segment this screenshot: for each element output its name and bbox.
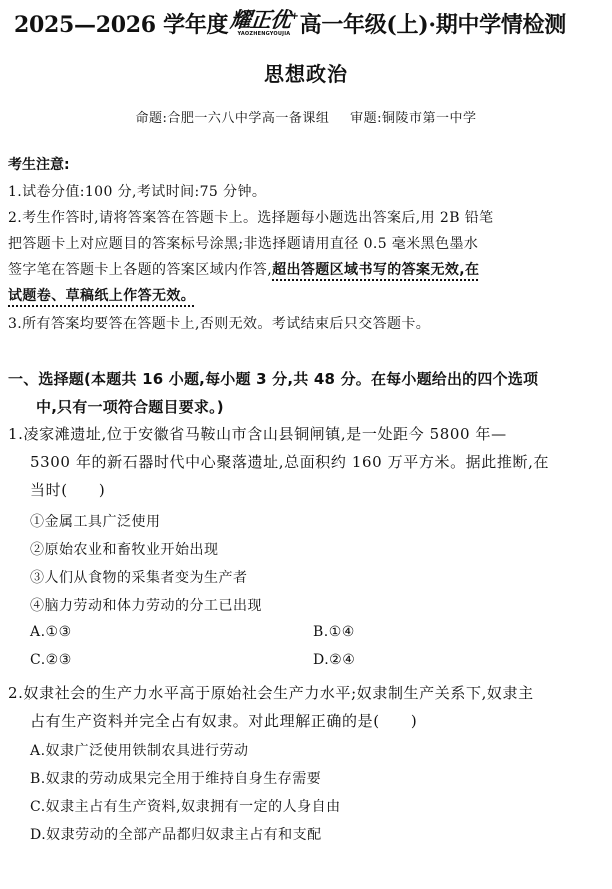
q2-option-c: C.奴隶主占有生产资料,奴隶拥有一定的人身自由 <box>30 799 341 815</box>
section-heading-line-2: 中,只有一项符合题目要求。) <box>36 398 224 416</box>
title-prefix: 2025—2026 学年度 <box>14 11 229 38</box>
notice-line-4: 签字笔在答题卡上各题的答案区域内作答,超出答题区域书写的答案无效,在 <box>8 262 480 278</box>
q1-item-2: ②原始农业和畜牧业开始出现 <box>30 542 219 558</box>
q1-option-d: D.②④ <box>313 652 356 668</box>
q2-option-b: B.奴隶的劳动成果完全用于维持自身生存需要 <box>30 771 322 787</box>
author-text: 命题:合肥一六八中学高一备课组 <box>135 111 330 126</box>
q2-stem-line-1: 2.奴隶社会的生产力水平高于原始社会生产力水平;奴隶制生产关系下,奴隶主 <box>8 684 534 702</box>
q1-stem-line-2: 5300 年的新石器时代中心聚落遗址,总面积约 160 万平方米。据此推断,在 <box>30 453 550 471</box>
reviewer-text: 审题:铜陵市第一中学 <box>350 111 477 126</box>
q1-item-3: ③人们从食物的采集者变为生产者 <box>30 570 248 586</box>
q2-option-d: D.奴隶劳动的全部产品都归奴隶主占有和支配 <box>30 827 322 843</box>
notice-line-3: 把答题卡上对应题目的答案标号涂黑;非选择题请用直径 0.5 毫米黑色墨水 <box>8 236 479 252</box>
q1-option-b: B.①④ <box>313 624 355 640</box>
notice-line-1: 1.试卷分值:100 分,考试时间:75 分钟。 <box>8 184 267 200</box>
q1-option-a: A.①③ <box>30 624 72 640</box>
q2-option-a: A.奴隶广泛使用铁制农具进行劳动 <box>30 743 249 759</box>
q1-item-1: ①金属工具广泛使用 <box>30 514 161 530</box>
notice-emphasis-2: 试题卷、草稿纸上作答无效。 <box>8 288 196 304</box>
q1-stem-line-3: 当时( ) <box>30 481 106 499</box>
q1-stem-line-1: 1.凌家滩遗址,位于安徽省马鞍山市含山县铜闸镇,是一处距今 5800 年— <box>8 425 507 443</box>
brand-logo: 耀正优+ YAOZHENGYOUJIA <box>229 7 299 37</box>
q2-stem-line-2: 占有生产资料并完全占有奴隶。对此理解正确的是( ) <box>30 712 418 730</box>
title-suffix: 高一年级(上)·期中学情检测 <box>299 11 566 38</box>
section-heading-line-1: 一、选择题(本题共 16 小题,每小题 3 分,共 48 分。在每小题给出的四个选项 <box>8 370 539 388</box>
notice-emphasis-1: 超出答题区域书写的答案无效,在 <box>272 262 480 278</box>
exam-title <box>14 6 604 40</box>
notice-line-6: 3.所有答案均要答在答题卡上,否则无效。考试结束后只交答题卡。 <box>8 316 431 332</box>
q1-item-4: ④脑力劳动和体力劳动的分工已出现 <box>30 598 262 614</box>
subject-title: 思想政治 <box>264 62 348 86</box>
author-line <box>0 107 612 126</box>
q1-option-c: C.②③ <box>30 652 72 668</box>
notice-heading: 考生注意: <box>8 157 70 173</box>
notice-line-2: 2.考生作答时,请将答案答在答题卡上。选择题每小题选出答案后,用 2B 铅笔 <box>8 210 494 226</box>
